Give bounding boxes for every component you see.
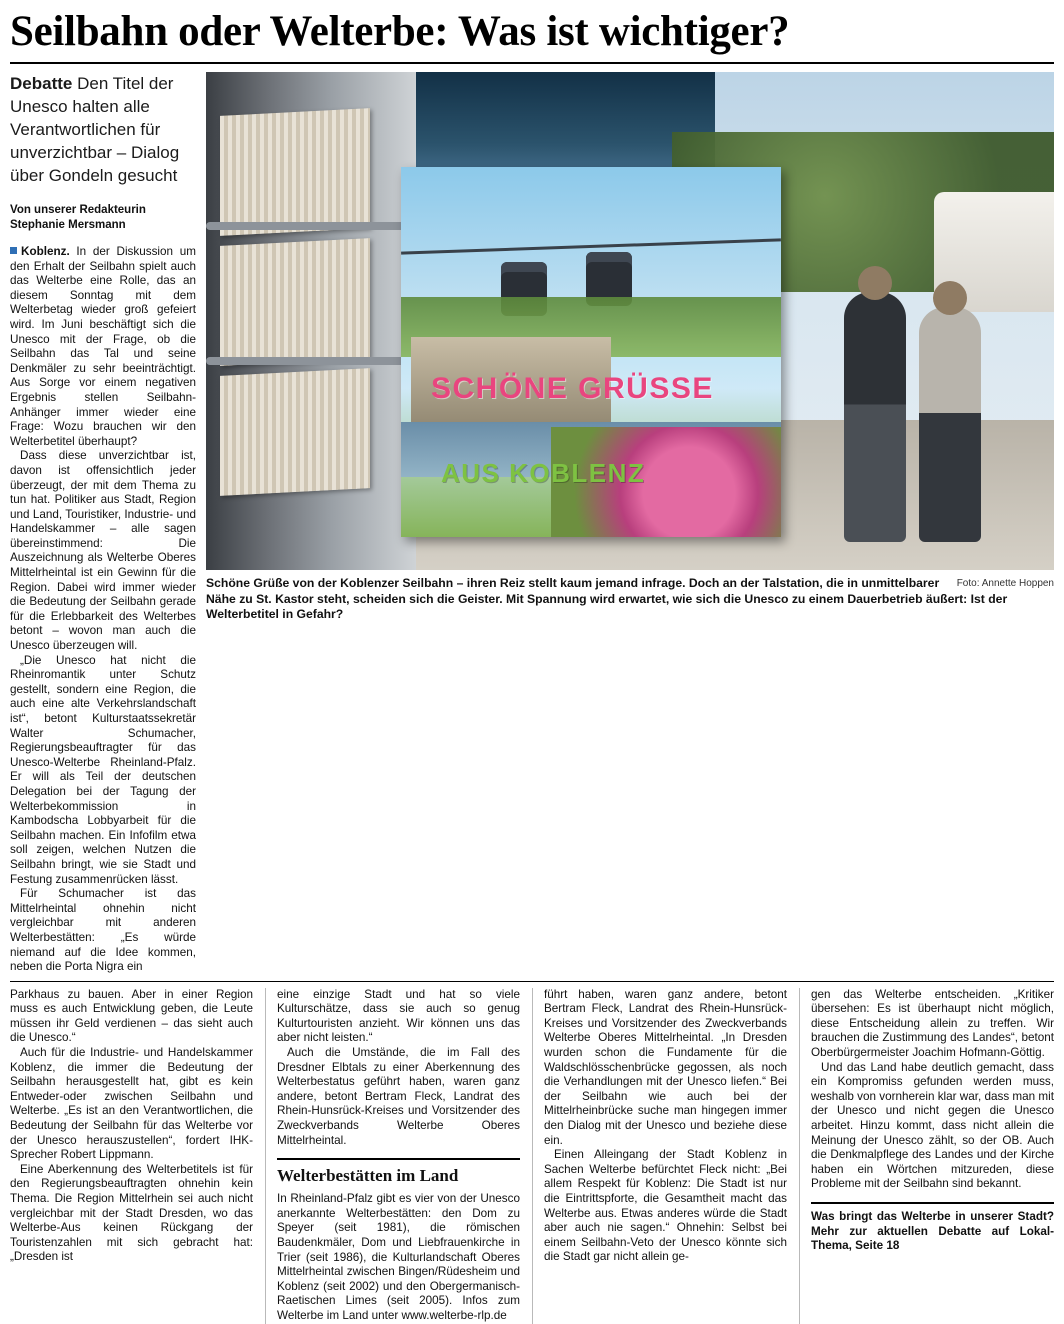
postcard-rack <box>206 72 416 570</box>
col2-info-paragraph: In Rheinland-Pfalz gibt es vier von der Unesco anerkannte Welterbestätten: den Dom zu Speyer (seit 1981), die römischen Baudenkmäler, Dom und Liebfrauenkirche in Trier (seit 1986), die Kulturlandschaft Oberes Mittelrheintal zwischen Bingen/Rüdesheim und Koblenz (seit 2002) und den Obergermanisch-Raetischen Limes (seit 2005). Infos zum Welterbe im Land unter www.welterbe-rlp.de <box>277 1192 520 1322</box>
headline-divider <box>10 62 1054 64</box>
lead-body-paragraph-3: „Die Unesco hat nicht die Rheinromantik unter Schutz gestellt, sondern eine Region, die auch eine alte Verkehrslandschaft ist“, betont Kulturstaatssekretär Walter Schumacher, Regierungsbeauftragter für das Unesco-Welterbe Rheinland-Pfalz. Er will als Teil der deutschen Delegation bei der Tagung der Welterbekommission in Kambodscha Lobbyarbeit für die Seilbahn machen. Ein Infofilm etwa soll zeigen, welchen Nutzen die Seilbahn bringt, wie sie Stadt und Festung zusammenrücken lässt. <box>10 653 196 886</box>
photo-block <box>206 72 1054 623</box>
byline-line-2: Stephanie Mersmann <box>10 219 126 231</box>
col2-paragraph-2: Auch die Umstände, die im Fall des Dresdner Elbtals zu einer Aberkennung des Welterbestatus geführt haben, waren ganz andere, betont Bertram Fleck, Landrat des Rhein-Hunsrück-Kreises und Vorsitzender des Zweckverbands Welterbe Oberes Mittelrheintal. <box>277 1046 520 1147</box>
lead-body <box>10 245 196 975</box>
body-divider <box>10 981 1054 982</box>
lead-body-paragraph-4: Für Schumacher ist das Mittelrheintal ohnehin nicht vergleichbar mit anderen Welterbestätten: „Es würde niemand auf die Idee kommen, neben die Porta Nigra ein <box>10 887 196 974</box>
col2-paragraph-1: eine einzige Stadt und hat so viele Kulturschätze, dass sie auch so genug Kulturtouristen anzieht. Wir können uns das aber nicht leisten.“ <box>277 987 520 1045</box>
rack-card-2 <box>220 238 370 366</box>
body-columns <box>10 988 1054 1324</box>
col4-paragraph-1: gen das Welterbe entscheiden. „Kritiker übersehen: Es ist überhaupt nicht möglich, diese Entscheidung allein zu treffen. Wir brauchen die Zustimmung des Landes“, betont Oberbürgermeister Joachim Hofmann-Göttig. <box>811 987 1054 1060</box>
visitor-2 <box>919 307 981 542</box>
visitor-1 <box>844 292 906 542</box>
photo-caption-text: Schöne Grüße von der Koblenzer Seilbahn – ihren Reiz stellt kaum jemand infrage. Doch an der Talstation, die in unmittelbarer Nähe zu St. Kastor steht, scheiden sich die Geister. Mit Spannung wird erwartet, wie sich die Unesco zu einem Dauerbetrieb äußert: Ist der Welterbetitel in Gefahr? <box>206 576 1008 621</box>
rack-bar-1 <box>206 222 411 230</box>
lead-column <box>10 72 206 975</box>
photo-caption <box>206 576 1054 623</box>
article-teaser[interactable]: Was bringt das Welterbe in unserer Stadt? Mehr zur aktuellen Debatte auf Lokal-Thema, Seite 18 <box>811 1202 1054 1254</box>
col1-paragraph-1: Parkhaus zu bauen. Aber in einer Region muss es auch Entwicklung geben, die Leute müssen ihr Geld verdienen – das sieht auch die Unesco.“ <box>10 987 253 1045</box>
body-column-3 <box>532 988 787 1324</box>
top-section <box>10 72 1054 975</box>
visitor-2-head <box>933 281 967 315</box>
main-postcard <box>401 167 781 537</box>
lead-paragraph <box>10 72 196 187</box>
col1-paragraph-2: Auch für die Industrie- und Handelskammer Koblenz, die immer die Bedeutung der Seilbahn herausgestellt hat, gibt es kein Entweder-oder zwischen Seilbahn und Welterbe. „Es ist an den Verantwortlichen, die Bedeutung der Seilbahn für das Welterbe vor der Unesco herauszustellen“, fordert IHK-Sprecher Robert Lippmann. <box>10 1046 253 1162</box>
dateline: Koblenz. <box>21 245 70 258</box>
body-column-2 <box>265 988 520 1324</box>
body-column-1 <box>10 988 253 1324</box>
section-subheading: Welterbestätten im Land <box>277 1158 520 1186</box>
body-column-4 <box>799 988 1054 1324</box>
col4-paragraph-2: Und das Land habe deutlich gemacht, dass ein Kompromiss gefunden werden muss, weshalb von vornherein klar war, dass man mit der Unesco und nicht gegen die Unesco arbeitet. Hinzu kommt, dass nicht allein die Meinung der Unesco zählt, so der OB. Auch die Denkmalpflege des Landes und der Kirche haben ein Wörtchen mitzureden, diese Probleme mit der Seilbahn sind bekannt. <box>811 1060 1054 1191</box>
rack-card-3 <box>220 368 370 496</box>
col1-paragraph-3: Eine Aberkennung des Welterbetitels ist für den Regierungsbeauftragten ohnehin kein Thema. Die Region Mittelrhein sei auch nicht vergleichbar mit der Stadt Dresden, wo das Welterbe-Aus keinen Rückgang der Touristenzahlen mit sich gebracht hat: „Dresden ist <box>10 1162 253 1264</box>
photo-credit: Foto: Annette Hoppen <box>956 578 1054 589</box>
photo-visitors <box>824 212 1034 542</box>
col3-paragraph-2: Einen Alleingang der Stadt Koblenz in Sachen Welterbe befürchtet Fleck nicht: „Bei allem Respekt für Koblenz: Die Stadt ist nur die Eintrittspforte, die Gesamtheit macht das Welterbe aus. Etwas anderes würde die Stadt aber auch nie sagen.“ Ohnehin: Selbst bei einem Seilbahn-Veto der Unesco könnte sich die Stadt gar nicht allein ge- <box>544 1148 787 1264</box>
lead-label: Debatte <box>10 74 73 93</box>
rack-card-1 <box>220 108 370 236</box>
col3-paragraph-1: führt haben, waren ganz andere, betont Bertram Fleck, Landrat des Rhein-Hunsrück-Kreises und Vorsitzender des Zweckverbands Welterbe Oberes Mittelrheintal. „In Dresden wurden schon die Fundamente für die Waldschlösschenbrücke gegossen, als noch die Verhandlungen mit der Unesco liefen.“ Bei der Seilbahn wie auch bei der Mittelrheinbrücke suche man hingegen immer den Dialog mit der Unesco und beziehe diese ein. <box>544 987 787 1147</box>
bullet-square-icon <box>10 247 17 254</box>
lead-text: Den Titel der Unesco halten alle Verantwortlichen für unverzichtbar – Dialog über Gondeln gesucht <box>10 74 180 185</box>
lead-body-paragraph-2: Dass diese unverzichtbar ist, davon ist offensichtlich jeder überzeugt, der mit dem Thema zu tun hat. Politiker aus Stadt, Region und Land, Touristiker, Industrie- und Handelskammer – alle sagen übereinstimmend: Die Auszeichnung als Welterbe Oberes Mittelrheintal ist ein Gewinn für die Region. Dabei wird immer wieder die Bedeutung der Seilbahn gerade für die Erlebbarkeit des Welterbes betont – wovon man auch die Unesco überzeugen will. <box>10 449 196 653</box>
visitor-1-head <box>858 266 892 300</box>
lead-body-paragraph-1 <box>10 245 196 449</box>
postcard-greeting-line-2: AUS KOBLENZ <box>441 458 646 488</box>
photo-image <box>206 72 1054 570</box>
postcard-greeting-line-1: SCHÖNE GRÜSSE <box>431 372 714 405</box>
page-headline: Seilbahn oder Welterbe: Was ist wichtiger? <box>10 8 790 55</box>
byline-line-1: Von unserer Redakteurin <box>10 204 146 216</box>
rack-bar-2 <box>206 357 411 365</box>
lead-body-text-1: In der Diskussion um den Erhalt der Seilbahn spielt auch das Welterbe eine Rolle, das an diesem Sonntag mit dem Welterbetag wieder groß gefeiert wird. Im Juni beschäftigt sich die Unesco mit der Frage, ob die Seilbahn das Tal und seine Denkmäler zu sehr beeinträchtigt. Aus Sorge vor einem negativen Ergebnis stellen Seilbahn-Anhänger immer wieder eine Frage: Wozu brauchen wir den Welterbetitel überhaupt? <box>10 245 196 448</box>
byline <box>10 203 196 233</box>
